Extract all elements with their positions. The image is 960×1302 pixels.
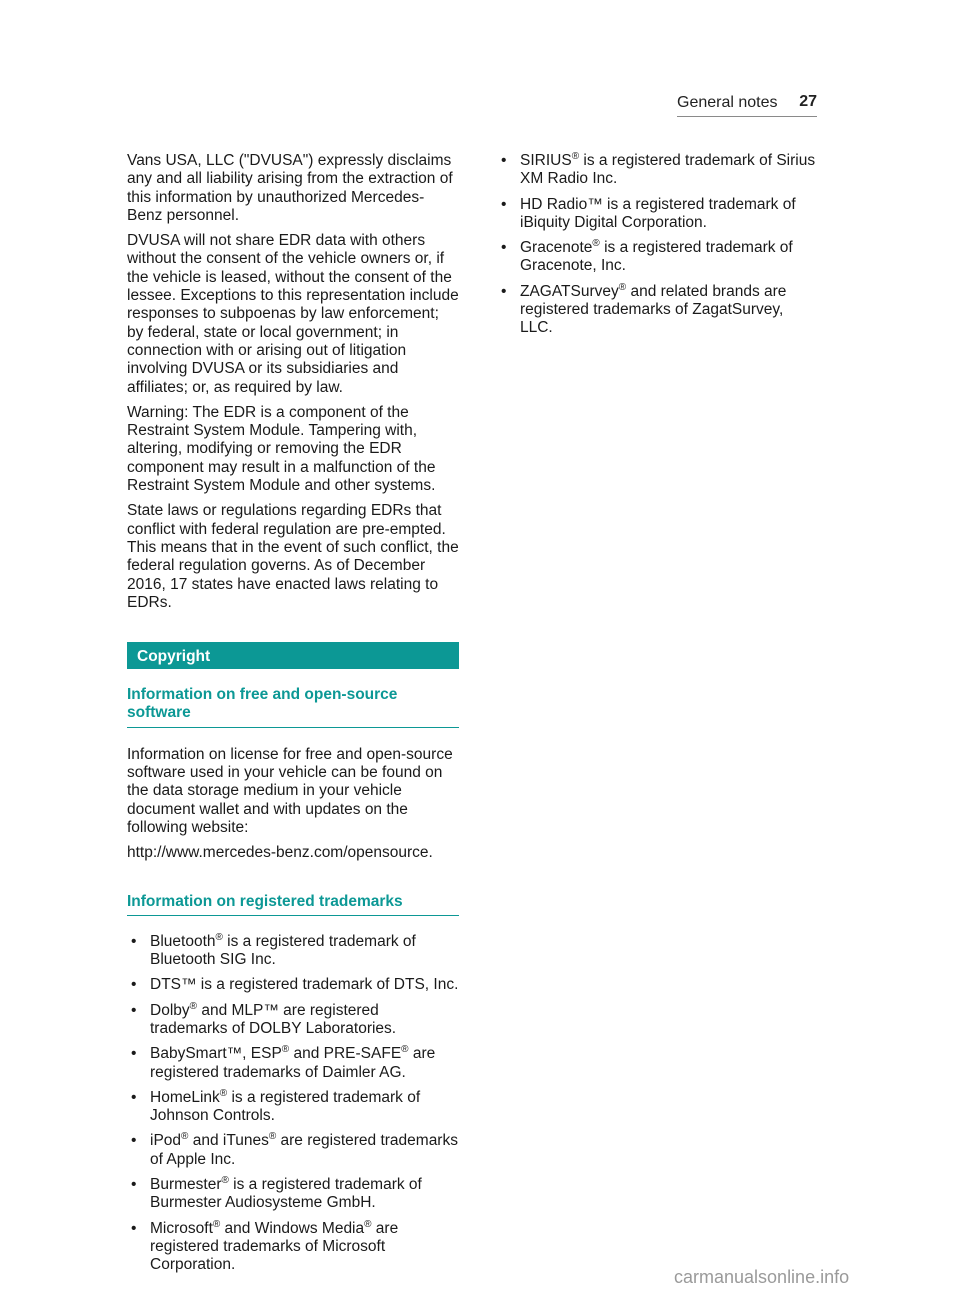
bullet-icon: • <box>131 1132 137 1150</box>
list-item: • SIRIUS® is a registered trademark of Sirius XM Radio Inc. <box>501 150 816 188</box>
bullet-icon: • <box>501 282 507 300</box>
list-item: • iPod® and iTunes® are registered trademarks of Apple Inc. <box>131 1131 458 1168</box>
list-item: • Microsoft® and Windows Media® are registered trademarks of Microsoft Corporation. <box>131 1218 399 1274</box>
list-item: • HomeLink® is a registered trademark of Johnson Controls. <box>131 1087 421 1125</box>
list-item: • BabySmart™, ESP® and PRE-SAFE® are registered trademarks of Daimler AG. <box>131 1044 436 1081</box>
paragraph-disclaimer: Vans USA, LLC ("DVUSA") expressly disclaims any and all liability arising from the extraction of this information by unauthorized Mercedes-Benz personnel. <box>127 152 453 224</box>
bullet-icon: • <box>131 1045 137 1063</box>
opensource-paragraph: Information on license for free and open-source software used in your vehicle can be found on the data storage medium in your vehicle document wallet and with updates on the following website: <box>127 745 453 836</box>
trademark-list-left <box>127 933 459 1275</box>
right-column <box>497 152 817 345</box>
trademarks-subheading: Information on registered trademarks <box>127 893 459 916</box>
page-header <box>677 94 817 118</box>
bullet-icon: • <box>131 1176 137 1194</box>
bullet-icon: • <box>501 152 507 169</box>
trademark-list-right <box>497 152 817 338</box>
bullet-icon: • <box>131 976 137 994</box>
opensource-subheading: Information on free and open-source software <box>127 686 459 728</box>
page-number: 27 <box>799 93 817 110</box>
list-item: • HD Radio™ is a registered trademark of iBiquity Digital Corporation. <box>501 195 796 231</box>
opensource-url: http://www.mercedes-benz.com/opensource. <box>127 844 433 862</box>
copyright-section-heading: Copyright <box>127 642 459 669</box>
list-item: • Burmester® is a registered trademark of Burmester Audiosysteme GmbH. <box>131 1174 422 1212</box>
bullet-icon: • <box>131 1001 137 1019</box>
watermark: carmanualsonline.info <box>674 1267 850 1287</box>
paragraph-data-sharing: DVUSA will not share EDR data with others without the consent of the vehicle owners or, if the vehicle is leased, without the consent of the lessee. Exceptions to this representation include responses to subpoenas by law enforcement; by federal, state or local government; in connection with or arising out of litigation involving DVUSA or its subsidiaries and affiliates; or, as required by law. <box>127 232 459 396</box>
bullet-icon: • <box>131 932 137 950</box>
bullet-icon: • <box>501 239 507 257</box>
list-item: • Bluetooth® is a registered trademark of Bluetooth SIG Inc. <box>131 931 416 969</box>
bullet-icon: • <box>501 195 507 213</box>
left-column <box>127 152 459 1282</box>
list-item: • Dolby® and MLP™ are registered trademarks of DOLBY Laboratories. <box>131 1000 397 1037</box>
paragraph-warning: Warning: The EDR is a component of the Restraint System Module. Tampering with, altering, modifying or removing the EDR component may result in a malfunction of the Restraint System Module and other systems. <box>127 403 436 495</box>
list-item: • DTS™ is a registered trademark of DTS, Inc. <box>131 976 459 994</box>
list-item: • Gracenote® is a registered trademark of Gracenote, Inc. <box>501 238 793 275</box>
header-title: General notes <box>677 94 778 111</box>
header-rule <box>677 116 817 117</box>
bullet-icon: • <box>131 1219 137 1237</box>
bullet-icon: • <box>131 1088 137 1106</box>
paragraph-state-laws: State laws or regulations regarding EDRs that conflict with federal regulation are pre-empted. This means that in the event of such conflict, the federal regulation governs. As of December 2016, 17 states have enacted laws relating to EDRs. <box>127 502 459 611</box>
list-item: • ZAGATSurvey® and related brands are registered trademarks of ZagatSurvey, LLC. <box>501 281 787 337</box>
